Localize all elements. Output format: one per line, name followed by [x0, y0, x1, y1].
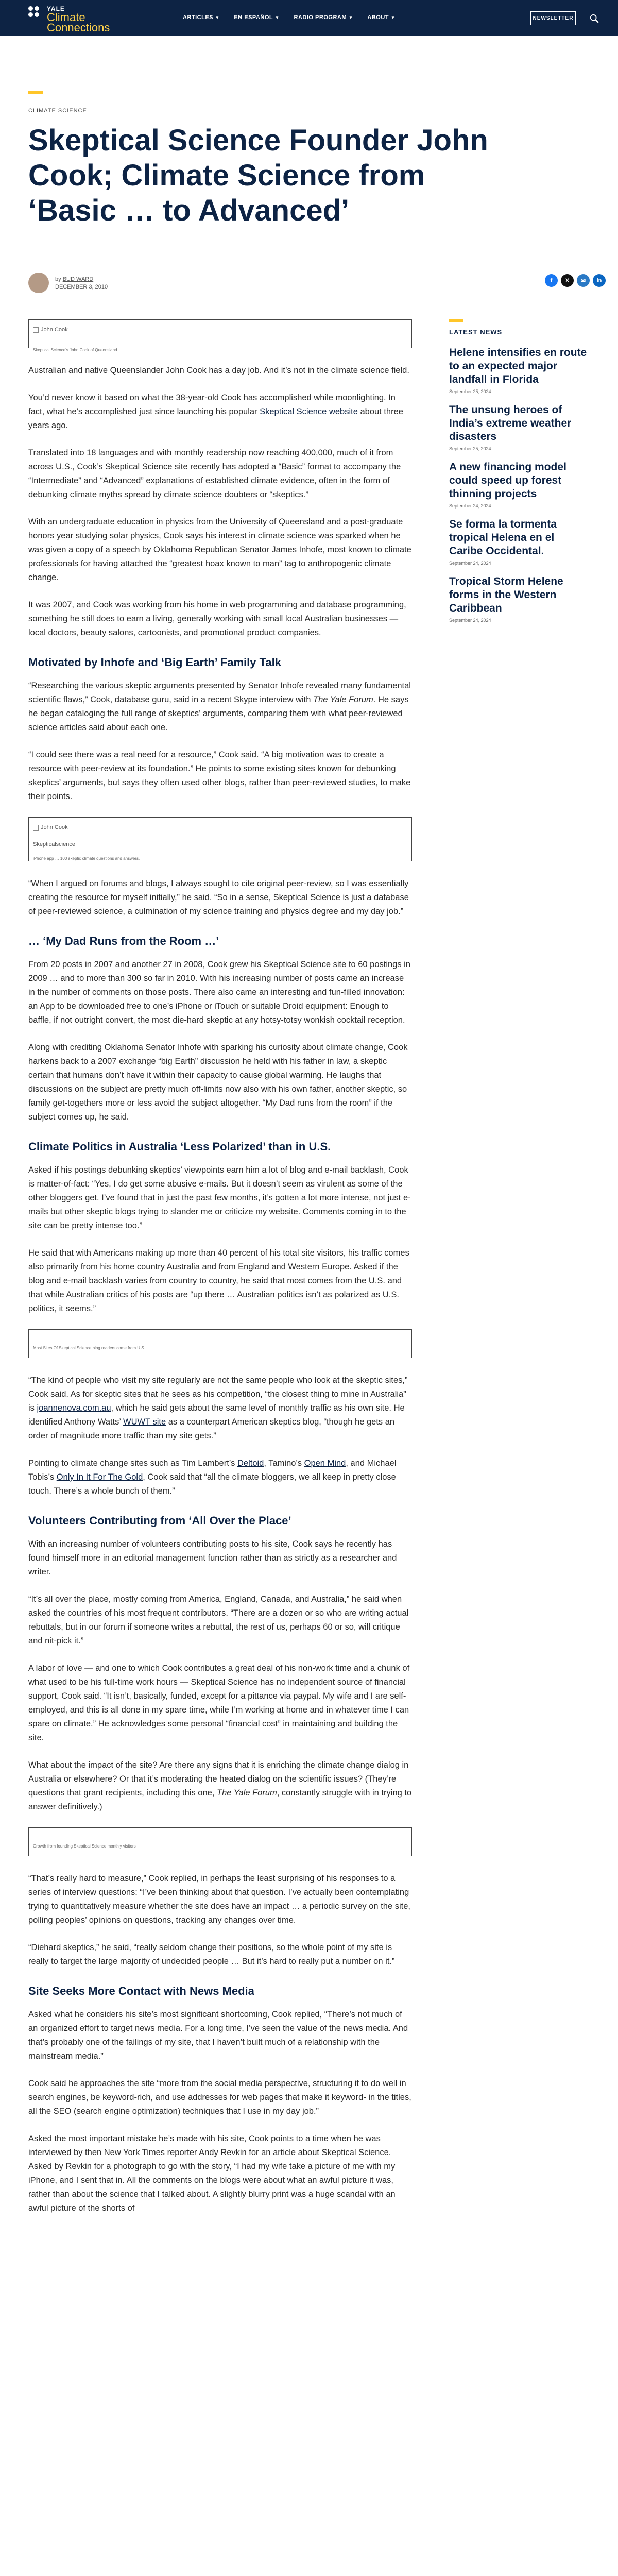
paragraph: “Diehard skeptics,” he said, “really seldom change their positions, so the whole point of my site is really to target the large majority of undecided people … But it’s hard to really put a number on it.”: [28, 1943, 395, 1966]
author-link[interactable]: BUD WARD: [62, 276, 94, 282]
figure-alt-text: John Cook: [41, 327, 68, 333]
paragraph: [28, 1758, 412, 1814]
news-title[interactable]: A new financing model could speed up forest thinning projects: [449, 461, 566, 500]
figure-iphone-app: [28, 817, 412, 861]
news-title[interactable]: Tropical Storm Helene forms in the Western Caribbean: [449, 575, 563, 614]
news-date: September 25, 2024: [449, 446, 491, 451]
paragraph: Cook said he approaches the site “more from the social media perspective, structuring it to do well in search engines, be keyword-rich, and use addresses for web pages that make it keyword- in the titles, all the SEO (search engine optimization) techniques that I use in my day job.”: [28, 2079, 411, 2116]
broken-image-icon: [33, 825, 39, 831]
only-in-it-for-the-gold-link[interactable]: Only In It For The Gold: [56, 1472, 143, 1482]
publication-name: The Yale Forum: [216, 1788, 277, 1798]
nav-label: RADIO PROGRAM: [294, 14, 347, 21]
sidebar-accent-bar: [449, 319, 464, 322]
news-item[interactable]: [449, 461, 590, 509]
paragraph: “I could see there was a real need for a resource,” Cook said. “A big motivation was to create a resource with peer-review at its foundation.” He points to some existing sites known for debunking skeptics’ arguments, but says they often used other blogs, rather than peer-reviewed studies, to make their points.: [28, 750, 411, 801]
figure-growth-chart: [28, 1827, 412, 1856]
nav-radio-program[interactable]: [294, 14, 353, 21]
figure-image: [33, 821, 407, 835]
text: “The kind of people who visit my site regularly are not the same people who look at the skeptic sites,” Cook said. As for skeptic sites that he sees as his competition, “the closest thing to mine in Australia” is: [28, 1376, 408, 1413]
logo-yale-text: YALE: [47, 5, 65, 12]
main-nav: [183, 14, 395, 21]
logo-mark-icon: [28, 6, 40, 18]
figure-caption: Most Sites Of Skeptical Science blog readers come from U.S.: [33, 1346, 145, 1350]
chevron-down-icon: ▼: [391, 15, 396, 20]
nav-about[interactable]: [367, 14, 395, 21]
deltoid-link[interactable]: Deltoid: [237, 1459, 264, 1468]
section-heading: … ‘My Dad Runs from the Room …’: [28, 935, 219, 947]
title-accent-bar: [28, 91, 43, 94]
figure-caption: Skeptical Science’s John Cook of Queensland.: [33, 348, 118, 352]
text: You’d never know it based on what the 38-year-old Cook has accomplished while moonlighting. In fact, what he’s accomplished just since launching his popular: [28, 393, 396, 416]
news-date: September 24, 2024: [449, 618, 491, 623]
paragraph: Australian and native Queenslander John Cook has a day job. And it’s not in the climate science field.: [28, 366, 409, 375]
facebook-share-icon[interactable]: f: [545, 274, 558, 287]
article-body: [28, 319, 412, 2229]
broken-image-icon: [33, 327, 39, 333]
news-item[interactable]: [449, 518, 590, 566]
paragraph: “It’s all over the place, mostly coming from America, England, Canada, and Australia,” he said when asked the countries of his most frequent contributors. “There are a dozen or so who are writing actual rebuttals, but in our forum if someone writes a rebuttal, the rest of us, perhaps 60 or so, will critique and nit-pick it.”: [28, 1595, 409, 1646]
share-buttons: [545, 274, 606, 287]
section-heading: Motivated by Inhofe and ‘Big Earth’ Family Talk: [28, 656, 282, 669]
paragraph: A labor of love — and one to which Cook contributes a great deal of his non-work time and a chunk of what used to be his full-time work hours — Skeptical Science has no independent source of financial support, Cook said. “It isn’t, basically, funded, except for a pittance via paypal. My wife and I are self-employed, and this is all done in my spare time, while I’m working at home and in whatever time I can spare on climate.” He acknowledges some personal “financial cost” in maintaining and building the site.: [28, 1664, 410, 1742]
publication-name: The Yale Forum: [313, 695, 373, 704]
nav-label: EN ESPAÑOL: [234, 14, 273, 21]
text: Pointing to climate change sites such as Tim Lambert’s: [28, 1459, 237, 1468]
open-mind-link[interactable]: Open Mind: [304, 1459, 346, 1468]
text: as a counterpart American skeptics blog, “though he gets an order of magnitude more traffic than my site gets.”: [28, 1417, 395, 1440]
text: “Researching the various skeptic arguments presented by Senator Inhofe revealed many fundamental scientific flaws,” Cook, database guru, said in a recent Skype interview with: [28, 681, 411, 704]
byline-author-line: [55, 276, 108, 282]
figure-subcaption: iPhone app … 100 skeptic climate questions and answers.: [33, 856, 140, 861]
skeptical-science-link[interactable]: Skeptical Science website: [260, 407, 358, 416]
paragraph: Asked the most important mistake he’s made with his site, Cook points to a time when he was interviewed by then New York Times reporter Andy Revkin for an article about Skeptical Science. Asked by Revkin for a photograph to go with the story, “I had my wife take a picture of me with my iPhone, and I sent that in. All the comments on the blogs were about what an awful picture it was, rather than about the science that I talked about. A slightly blurry print was a huge scandal with an awful picture of the shorts of: [28, 2134, 396, 2213]
section-heading: Volunteers Contributing from ‘All Over the Place’: [28, 1514, 291, 1527]
sidebar-heading: LATEST NEWS: [449, 328, 503, 336]
news-item[interactable]: [449, 403, 590, 451]
paragraph: Asked what he considers his site’s most significant shortcoming, Cook replied, “There’s not much of an organized effort to target news media. For a long time, I’ve seen the value of the news media. And that’s probably one of the failings of my site, that I haven’t built much of a relationship with the mainstream media.”: [28, 2010, 408, 2061]
text: , constantly struggle with in trying to answer definitively.): [28, 1788, 412, 1811]
paragraph: With an increasing number of volunteers contributing posts to his site, Cook says he recently has found himself more in an editorial management function rather than as strictly as a researcher and writer.: [28, 1539, 397, 1577]
paragraph: “When I argued on forums and blogs, I always sought to cite original peer-review, so I was essentially creating the resource for myself initially,” he said. “So in a sense, Skeptical Science is just a database of peer-reviewed science, a culmination of my science training and physics degree and my day job.”: [28, 879, 409, 916]
figure-caption: Skepticalscience: [33, 841, 75, 848]
nav-en-espanol[interactable]: [234, 14, 279, 21]
figure-alt-text: John Cook: [41, 824, 68, 831]
paragraph: [28, 679, 412, 735]
text: . He says he began cataloging the full range of skeptics’ arguments, comparing them with what peer-reviewed science articles said about each one.: [28, 695, 409, 732]
latest-news-sidebar: [449, 319, 590, 632]
byline-prefix: by: [55, 276, 61, 282]
news-item[interactable]: [449, 575, 590, 623]
x-share-icon[interactable]: X: [561, 274, 574, 287]
site-header: [0, 0, 618, 36]
joannenova-link[interactable]: joannenova.com.au: [37, 1403, 111, 1413]
article-category[interactable]: CLIMATE SCIENCE: [28, 108, 87, 114]
article-title: Skeptical Science Founder John Cook; Climate Science from ‘Basic … to Advanced’: [28, 124, 488, 227]
chevron-down-icon: ▼: [275, 15, 280, 20]
wuwt-link[interactable]: WUWT site: [123, 1417, 166, 1427]
paragraph: With an undergraduate education in physics from the University of Queensland and a post-graduate honors year studying solar physics, Cook says his interest in climate science was sparked when he was given a copy of a speech by Oklahoma Republican Senator James Inhofe, most known to climate professionals for having attached the “greatest hoax known to man” tag to anthropogenic climate change.: [28, 517, 411, 582]
paragraph: He said that with Americans making up more than 40 percent of his total site visitors, his traffic comes also primarily from his home country Australia and from England and Western Europe. Asked if the blog and e-mail backlash varies from country to country, he said that most comes from the U.S. and that while Australian critics of his posts are “up there … Australian politics isn’t as polarized as U.S. politics, it seems.”: [28, 1248, 409, 1313]
search-icon[interactable]: [590, 14, 599, 23]
nav-label: ARTICLES: [183, 14, 213, 21]
news-date: September 24, 2024: [449, 503, 491, 509]
paragraph: It was 2007, and Cook was working from his home in web programming and database programming, something he still does to earn a living, generally working with small local Australian businesses — local doctors, beauty salons, cartoonists, and promotional product companies.: [28, 600, 406, 637]
news-date: September 24, 2024: [449, 561, 491, 566]
newsletter-button[interactable]: NEWSLETTER: [530, 11, 576, 25]
figure-john-cook: [28, 319, 412, 352]
paragraph: From 20 posts in 2007 and another 27 in 2008, Cook grew his Skeptical Science site to 60 postings in 2009 … and to more than 300 so far in 2010. With his increasing number of posts came an increase in the number of comments on those posts. There also came an interesting and fun-filled innovation: an App to be downloaded free to one’s iPhone or iTouch or suitable Droid equipment: Enough to baffle, if not outright convert, the most die-hard skeptic at any hotsy-totsy wonkish cocktail reception.: [28, 960, 411, 1025]
nav-articles[interactable]: [183, 14, 219, 21]
figure-caption: Growth from founding Skeptical Science monthly visitors: [33, 1844, 136, 1849]
author-avatar: [28, 273, 49, 293]
text: , and Michael Tobis’s: [28, 1459, 397, 1482]
byline-text: [55, 276, 108, 290]
nav-label: ABOUT: [367, 14, 389, 21]
paragraph: “That’s really hard to measure,” Cook replied, in perhaps the least surprising of his responses to a series of interview questions: “I’ve been thinking about that question. I’ve actually been contemplating trying to quantitatively measure whether the site does have an impact … a periodic survey on the site, polling peoples’ opinions on questions, tracking any changes over time.: [28, 1874, 410, 1925]
text: What about the impact of the site? Are there any signs that it is enriching the climate change dialog in Australia or elsewhere? Or that it’s moderating the heated dialog on the scientific issues? (They’re questions that grant recipients, including this one,: [28, 1760, 409, 1798]
news-title[interactable]: The unsung heroes of India’s extreme weather disasters: [449, 404, 572, 443]
news-date: September 25, 2024: [449, 389, 491, 394]
text: , Tamino’s: [264, 1459, 304, 1468]
paragraph: Along with crediting Oklahoma Senator Inhofe with sparking his curiosity about climate change, Cook harkens back to a 2007 exchange “big Earth” discussion he held with his father in law, a skeptic certain that humans don’t have it within their capacity to cause global warming. He laughs that discussions on the subject are pretty much off-limits now also with his own father, another skeptic, so family get-togethers more or less avoid the subject altogether. “My Dad runs from the room” if the subject comes up, he said.: [28, 1043, 408, 1122]
section-heading: Climate Politics in Australia ‘Less Polarized’ than in U.S.: [28, 1140, 331, 1153]
paragraph: Asked if his postings debunking skeptics’ viewpoints earn him a lot of blog and e-mail backlash, Cook is matter-of-fact: “Yes, I do get some abusive e-mails. But it doesn’t seem as virulent as some of the other bloggers get. I’ve found that in just the past few months, it’s gotten a lot more intense, not just e-mails but other skeptic blogs trying to slander me or criticize my website. Comments coming in to the site can be pretty intense too.”: [28, 1165, 411, 1230]
chevron-down-icon: ▼: [215, 15, 220, 20]
email-share-icon[interactable]: ✉: [577, 274, 590, 287]
logo-connections-text: Connections: [47, 21, 110, 34]
figure-image: [33, 323, 407, 337]
chevron-down-icon: ▼: [349, 15, 353, 20]
paragraph: Translated into 18 languages and with monthly readership now reaching 400,000, much of it from across U.S., Cook’s Skeptical Science site recently has adopted a “Basic” format to accompany the “Intermediate” and “Advanced” explanations of established climate evidence, often in the form of debunking climate myths spread by climate science doubters or “skeptics.”: [28, 448, 401, 499]
paragraph: [28, 1374, 412, 1443]
publish-date: DECEMBER 3, 2010: [55, 283, 108, 290]
paragraph: [28, 391, 412, 433]
text: , Cook said that “all the climate bloggers, we all keep in pretty close touch. There’s a whole bunch of them.”: [28, 1472, 396, 1496]
news-item[interactable]: [449, 346, 590, 394]
paragraph: [28, 1456, 412, 1498]
text: about three years ago.: [28, 407, 403, 430]
figure-visitors-map: [28, 1329, 412, 1358]
section-heading: Site Seeks More Contact with News Media: [28, 1985, 254, 1997]
linkedin-share-icon[interactable]: in: [593, 274, 606, 287]
text: , which he said gets about the same level of monthly traffic as his own site. He identified Anthony Watts’: [28, 1403, 405, 1427]
byline: [28, 273, 108, 293]
news-title[interactable]: Se forma la tormenta tropical Helena en el Caribe Occidental.: [449, 518, 557, 557]
logo-climate-text: Climate: [47, 11, 85, 24]
news-title[interactable]: Helene intensifies en route to an expected major landfall in Florida: [449, 347, 587, 385]
